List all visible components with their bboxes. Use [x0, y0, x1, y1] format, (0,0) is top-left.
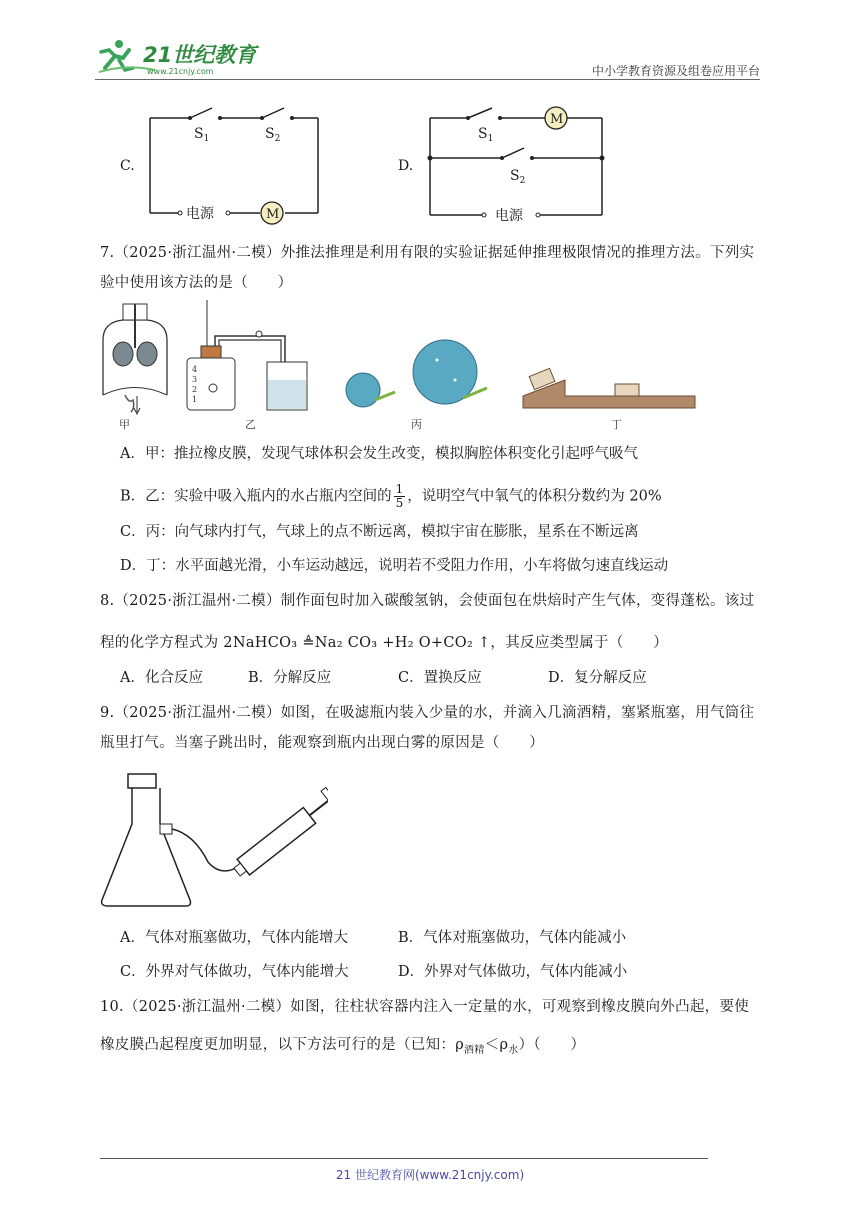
- balloon-figure: [346, 340, 487, 407]
- header-logo: [95, 38, 265, 78]
- svg-text:1: 1: [192, 395, 198, 404]
- q9-option-a: A．气体对瓶塞做功，气体内能增大: [120, 930, 348, 946]
- q8-option-a: A．化合反应: [120, 670, 203, 686]
- q9-option-d: D．外界对气体做功，气体内能减小: [398, 964, 628, 980]
- svg-text:M: M: [266, 207, 280, 222]
- fig-label-bing: 丙: [411, 418, 422, 430]
- circuit-d-diagram: [420, 100, 615, 225]
- svg-text:4: 4: [192, 365, 198, 374]
- q7-option-c: C．丙：向气球内打气，气球上的点不断远离，模拟宇宙在膨胀，星系在不断远离: [120, 524, 639, 540]
- svg-text:2: 2: [192, 385, 198, 394]
- q7-figures: [95, 300, 705, 430]
- q6-option-c-label: C.: [120, 158, 135, 174]
- fig-label-jia: 甲: [119, 418, 130, 430]
- fig-label-yi: 乙: [245, 418, 256, 430]
- q9-option-c: C．外界对气体做功，气体内能增大: [120, 964, 349, 980]
- svg-text:3: 3: [192, 375, 198, 384]
- q8-option-c: C．置换反应: [398, 670, 482, 686]
- svg-text:www.21cnjy.com: www.21cnjy.com: [147, 67, 214, 76]
- q9-option-b: B．气体对瓶塞做功，气体内能减小: [398, 930, 627, 946]
- svg-text:S2: $S_2$: [510, 168, 526, 186]
- svg-text:M: M: [550, 112, 564, 127]
- q7-option-a: A．甲：推拉橡皮膜，发现气球体积会发生改变，模拟胸腔体积变化引起呼气吸气: [120, 446, 638, 462]
- header-divider: [95, 79, 760, 80]
- svg-text:电源: 电源: [495, 208, 523, 224]
- svg-text:电源: 电源: [186, 206, 214, 222]
- q10-stem-line2: 橡皮膜凸起程度更加明显，以下方法可行的是（已知：$\rho_{酒精}<\rho_水$）（ ）: [100, 1037, 586, 1056]
- svg-text:S1: $S_1$: [194, 126, 210, 144]
- q7-option-b: B．乙：实验中吸入瓶内的水占瓶内空间的 $\frac{1}{5}$ ，说明空气中氧气的体积分数约为 20%: [120, 482, 662, 510]
- q8-option-b: B．分解反应: [248, 670, 332, 686]
- circuit-c-diagram: [140, 100, 330, 225]
- svg-text:21世纪教育: 21世纪教育: [143, 43, 257, 67]
- fig-label-ding: 丁: [611, 418, 622, 430]
- filter-flask-pump-figure: [98, 772, 328, 912]
- q10-stem-line1: 10.（2025·浙江温州·二模）如图，往柱状容器内注入一定量的水，可观察到橡皮膜向外凸起，要使: [100, 999, 750, 1015]
- footer-link[interactable]: 21 世纪教育网(www.21cnjy.com): [335, 1168, 525, 1182]
- oxygen-flask-figure: [187, 300, 307, 410]
- q6-option-d-label: D.: [398, 158, 414, 174]
- lung-model-figure: [103, 304, 167, 414]
- header-platform-text: 中小学教育资源及组卷应用平台: [591, 64, 760, 78]
- svg-text:S2: $S_2$: [265, 126, 281, 144]
- svg-text:S1: $S_1$: [478, 126, 494, 144]
- q9-stem: 9.（2025·浙江温州·二模）如图，在吸滤瓶内装入少量的水，并滴入几滴酒精，塞紧瓶塞，用气筒往瓶里打气。当塞子跳出时，能观察到瓶内出现白雾的原因是（ ）: [100, 705, 755, 751]
- incline-cart-figure: [523, 368, 695, 408]
- q7-option-d: D．丁：水平面越光滑，小车运动越远，说明若不受阻力作用，小车将做匀速直线运动: [120, 558, 669, 574]
- q8-option-d: D．复分解反应: [548, 670, 647, 686]
- q8-stem-line2: 程的化学方程式为 2NaHCO₃ ≜Na₂ CO₃ +H₂ O+CO₂ ↑，其反应类型属于（ ）: [100, 635, 669, 651]
- footer-divider: [100, 1158, 708, 1159]
- q8-stem-line1: 8.（2025·浙江温州·二模）制作面包时加入碳酸氢钠，会使面包在烘焙时产生气体，变得蓬松。该过: [100, 593, 755, 609]
- q7-stem: 7.（2025·浙江温州·二模）外推法推理是利用有限的实验证据延伸推理极限情况的推理方法。下列实验中使用该方法的是（ ）: [100, 245, 755, 291]
